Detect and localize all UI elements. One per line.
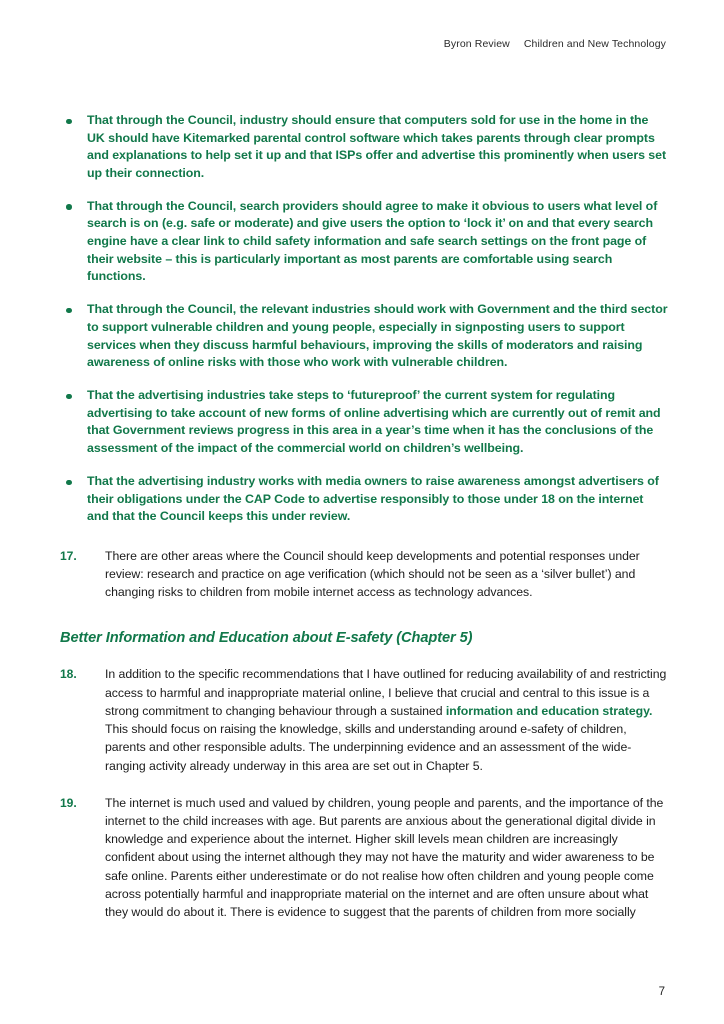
numbered-paragraph-18	[60, 665, 668, 774]
page-content	[60, 112, 668, 921]
recommendation-text: That the advertising industry works with media owners to raise awareness amongst advertisers of their obligations under the CAP Code to advertise responsibly to those under 18 on the internet and that the Council keeps this under review.	[87, 474, 659, 524]
round-bullet-icon	[66, 394, 72, 400]
section-heading: Better Information and Education about E-safety (Chapter 5)	[60, 630, 473, 647]
paragraph-number: 17.	[60, 548, 77, 563]
recommendation-text: That through the Council, search providers should agree to make it obvious to users what level of search is on (e.g. safe or moderate) and give users the option to ‘lock it’ on and that every search engine have a clear link to child safety information and safe search settings on the front page of their website – this is particularly important as most parents are comfortable using search functions.	[87, 198, 658, 284]
paragraph-body	[105, 665, 668, 774]
numbered-paragraph-19	[60, 794, 668, 921]
list-item	[60, 301, 668, 371]
page-number: 7	[658, 986, 665, 998]
recommendation-text: That through the Council, industry should ensure that computers sold for use in the home in the UK should have Kitemarked parental control software which takes parents through clear prompts and explanations to help set it up and that ISPs offer and advertise this prominently when users set up their connection.	[87, 113, 667, 180]
paragraph-number: 19.	[60, 795, 77, 810]
recommendations-list	[60, 112, 668, 526]
round-bullet-icon	[66, 480, 72, 486]
list-item	[60, 387, 668, 457]
recommendation-text: That through the Council, the relevant industries should work with Government and the third sector to support vulnerable children and young people, especially in signposting users to support services when they discuss harmful behaviours, improving the skills of moderators and raising awareness of online risks with those who work with vulnerable children.	[87, 302, 668, 370]
round-bullet-icon	[66, 204, 72, 210]
list-item	[60, 198, 668, 286]
paragraph-body: The internet is much used and valued by children, young people and parents, and the importance of the internet to the child increases with age. But parents are anxious about the generational digital divide in knowledge and experience about the internet. Higher skill levels mean children are increasingly confident about using the internet although they may not have the maturity and wider awareness to be safe online. Parents either underestimate or do not realise how often children and young people come across potentially harmful and inappropriate material on the internet and are often unsure about what they would do about it. There is evidence to suggest that the parents of children from more socially	[105, 795, 664, 919]
paragraph-text-tail: This should focus on raising the knowledge, skills and understanding around e-safety of children, parents and other responsible adults. The underpinning evidence and an assessment of the wide-ranging activity already underway in this area are set out in Chapter 5.	[105, 722, 632, 773]
list-item	[60, 112, 668, 182]
paragraph-text-lead: In addition to the specific recommendations that I have outlined for reducing availability of and restricting access to harmful and inappropriate material online, I believe that crucial and central to this issue is a strong commitment to changing behaviour through a sustained	[105, 667, 667, 718]
recommendation-text: That the advertising industries take steps to ‘futureproof’ the current system for regulating advertising to take account of new forms of online advertising which are currently out of remit and that Government reviews progress in this area in a year’s time when it has the conclusions of the assessment of the impact of the commercial world on children’s wellbeing.	[87, 388, 661, 455]
highlighted-phrase: information and education strategy.	[445, 703, 653, 718]
paragraph-number: 18.	[60, 667, 77, 682]
numbered-paragraph-17	[60, 547, 668, 602]
paragraph-body: There are other areas where the Council should keep developments and potential responses under review: research and practice on age verification (which should not be seen as a ‘silver bullet’) and changing risks to children from mobile internet access as technology advances.	[105, 548, 640, 600]
running-header	[444, 38, 666, 50]
list-item	[60, 473, 668, 526]
header-series-title: Byron Review	[443, 38, 510, 50]
round-bullet-icon	[66, 119, 72, 125]
header-document-title: Children and New Technology	[523, 38, 666, 50]
round-bullet-icon	[66, 308, 72, 314]
